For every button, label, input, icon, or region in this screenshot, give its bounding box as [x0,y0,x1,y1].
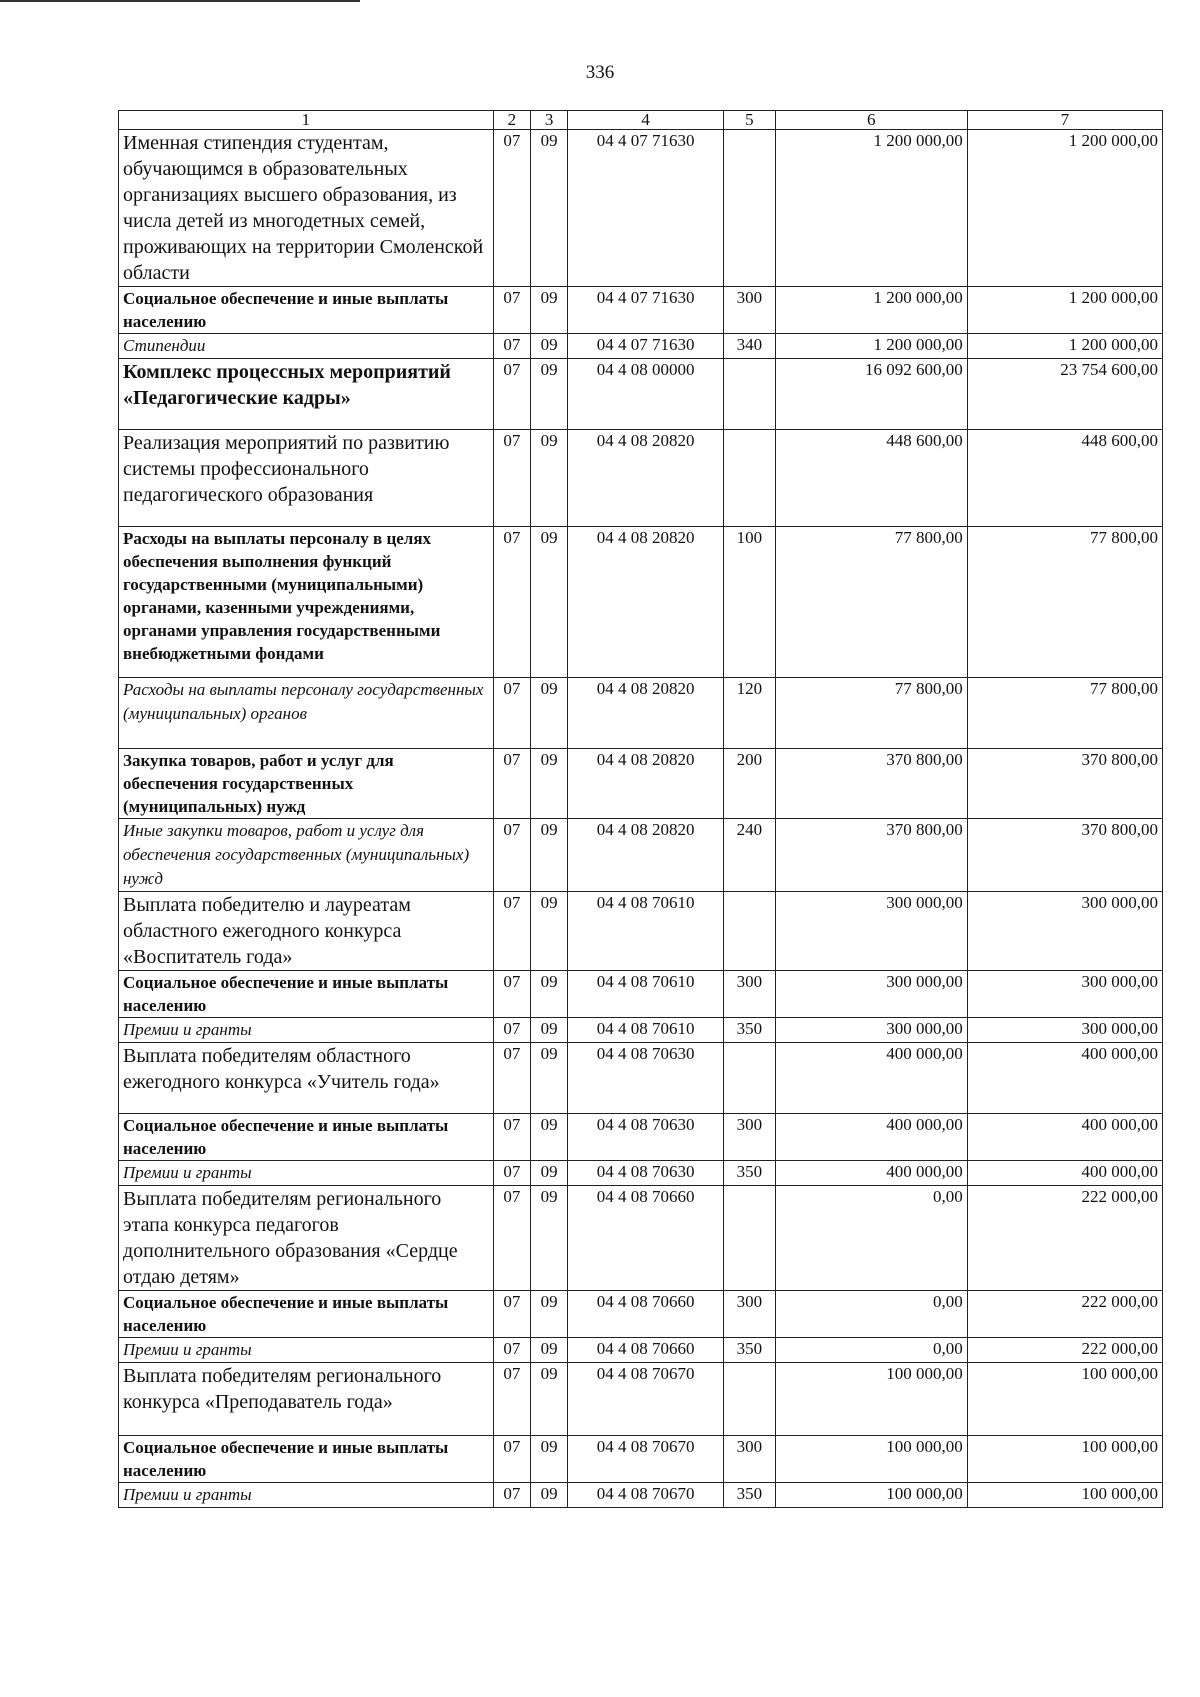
table-row [119,1018,1163,1043]
amount-year2-cell: 222 000,00 [967,1338,1162,1363]
section-code-cell: 07 [493,359,530,430]
row-name-cell: Социальное обеспечение и иные выплаты населению [119,971,494,1018]
row-name-cell: Социальное обеспечение и иные выплаты населению [119,287,494,334]
target-article-cell: 04 4 08 70660 [568,1338,724,1363]
amount-year2-cell: 222 000,00 [967,1186,1162,1291]
table-row [119,359,1163,430]
expense-type-cell: 300 [724,1291,776,1338]
amount-year2-cell: 77 800,00 [967,527,1162,678]
amount-year1-cell: 100 000,00 [775,1436,967,1483]
target-article-cell: 04 4 08 70610 [568,892,724,971]
table-row [119,130,1163,287]
table-row [119,1291,1163,1338]
subsection-code-cell: 09 [531,1186,568,1291]
expense-type-cell [724,1186,776,1291]
amount-year2-cell: 400 000,00 [967,1114,1162,1161]
target-article-cell: 04 4 08 70610 [568,1018,724,1043]
subsection-code-cell: 09 [531,971,568,1018]
subsection-code-cell: 09 [531,527,568,678]
section-code-cell: 07 [493,971,530,1018]
amount-year2-cell: 1 200 000,00 [967,287,1162,334]
expense-type-cell [724,1043,776,1114]
amount-year1-cell: 400 000,00 [775,1161,967,1186]
amount-year1-cell: 0,00 [775,1291,967,1338]
subsection-code-cell: 09 [531,1436,568,1483]
amount-year2-cell: 100 000,00 [967,1363,1162,1436]
target-article-cell: 04 4 07 71630 [568,287,724,334]
subsection-code-cell: 09 [531,1043,568,1114]
row-name-cell: Социальное обеспечение и иные выплаты населению [119,1114,494,1161]
section-code-cell: 07 [493,1291,530,1338]
section-code-cell: 07 [493,1436,530,1483]
amount-year1-cell: 400 000,00 [775,1043,967,1114]
amount-year1-cell: 77 800,00 [775,678,967,749]
subsection-code-cell: 09 [531,287,568,334]
row-name-cell: Выплата победителям регионального этапа конкурса педагогов дополнительного образования «Сердце отдаю детям» [119,1186,494,1291]
row-name-cell: Выплата победителям областного ежегодного конкурса «Учитель года» [119,1043,494,1114]
table-row [119,1363,1163,1436]
row-name-cell: Премии и гранты [119,1483,494,1508]
subsection-code-cell: 09 [531,1338,568,1363]
row-name-cell: Расходы на выплаты персоналу в целях обеспечения выполнения функций государственными (муниципальными) органами, казенными учреждениями, органами управления государственными внебюджетными фондами [119,527,494,678]
target-article-cell: 04 4 08 70630 [568,1161,724,1186]
target-article-cell: 04 4 08 20820 [568,678,724,749]
amount-year1-cell: 1 200 000,00 [775,334,967,359]
expense-type-cell: 350 [724,1338,776,1363]
amount-year2-cell: 370 800,00 [967,819,1162,892]
table-row [119,1483,1163,1508]
expense-type-cell [724,430,776,527]
section-code-cell: 07 [493,1114,530,1161]
subsection-code-cell: 09 [531,819,568,892]
target-article-cell: 04 4 08 70660 [568,1291,724,1338]
subsection-code-cell: 09 [531,430,568,527]
table-row [119,1043,1163,1114]
amount-year1-cell: 1 200 000,00 [775,130,967,287]
expense-type-cell: 300 [724,287,776,334]
expense-type-cell: 200 [724,749,776,819]
table-row [119,819,1163,892]
amount-year2-cell: 100 000,00 [967,1483,1162,1508]
section-code-cell: 07 [493,1483,530,1508]
row-name-cell: Реализация мероприятий по развитию системы профессионального педагогического образования [119,430,494,527]
table-row [119,430,1163,527]
scan-edge-mark [0,0,360,2]
column-number: 7 [967,111,1162,130]
table-row [119,1161,1163,1186]
amount-year2-cell: 77 800,00 [967,678,1162,749]
column-number: 6 [775,111,967,130]
column-number: 1 [119,111,494,130]
budget-table [118,110,1163,1508]
amount-year2-cell: 300 000,00 [967,971,1162,1018]
amount-year2-cell: 300 000,00 [967,892,1162,971]
expense-type-cell [724,130,776,287]
expense-type-cell: 240 [724,819,776,892]
amount-year2-cell: 222 000,00 [967,1291,1162,1338]
section-code-cell: 07 [493,892,530,971]
section-code-cell: 07 [493,287,530,334]
table-row [119,287,1163,334]
section-code-cell: 07 [493,1161,530,1186]
amount-year1-cell: 100 000,00 [775,1483,967,1508]
amount-year1-cell: 0,00 [775,1338,967,1363]
amount-year2-cell: 400 000,00 [967,1043,1162,1114]
section-code-cell: 07 [493,430,530,527]
target-article-cell: 04 4 08 70670 [568,1483,724,1508]
target-article-cell: 04 4 08 70670 [568,1363,724,1436]
amount-year1-cell: 370 800,00 [775,749,967,819]
section-code-cell: 07 [493,819,530,892]
target-article-cell: 04 4 08 20820 [568,819,724,892]
row-name-cell: Премии и гранты [119,1161,494,1186]
expense-type-cell: 300 [724,1436,776,1483]
table-row [119,527,1163,678]
row-name-cell: Закупка товаров, работ и услуг для обеспечения государственных (муниципальных) нужд [119,749,494,819]
target-article-cell: 04 4 08 70630 [568,1043,724,1114]
section-code-cell: 07 [493,1043,530,1114]
amount-year2-cell: 1 200 000,00 [967,130,1162,287]
target-article-cell: 04 4 08 70610 [568,971,724,1018]
target-article-cell: 04 4 07 71630 [568,130,724,287]
amount-year1-cell: 1 200 000,00 [775,287,967,334]
row-name-cell: Премии и гранты [119,1018,494,1043]
expense-type-cell [724,359,776,430]
amount-year1-cell: 400 000,00 [775,1114,967,1161]
table-row [119,749,1163,819]
row-name-cell: Комплекс процессных мероприятий «Педагогические кадры» [119,359,494,430]
amount-year2-cell: 300 000,00 [967,1018,1162,1043]
row-name-cell: Социальное обеспечение и иные выплаты населению [119,1436,494,1483]
row-name-cell: Выплата победителю и лауреатам областного ежегодного конкурса «Воспитатель года» [119,892,494,971]
section-code-cell: 07 [493,749,530,819]
subsection-code-cell: 09 [531,892,568,971]
subsection-code-cell: 09 [531,1114,568,1161]
amount-year2-cell: 448 600,00 [967,430,1162,527]
target-article-cell: 04 4 08 70670 [568,1436,724,1483]
column-number: 3 [531,111,568,130]
amount-year2-cell: 23 754 600,00 [967,359,1162,430]
table-row [119,1186,1163,1291]
expense-type-cell: 340 [724,334,776,359]
subsection-code-cell: 09 [531,130,568,287]
table-row [119,334,1163,359]
subsection-code-cell: 09 [531,1363,568,1436]
expense-type-cell [724,1363,776,1436]
section-code-cell: 07 [493,130,530,287]
section-code-cell: 07 [493,1338,530,1363]
section-code-cell: 07 [493,334,530,359]
amount-year2-cell: 100 000,00 [967,1436,1162,1483]
amount-year1-cell: 77 800,00 [775,527,967,678]
amount-year1-cell: 370 800,00 [775,819,967,892]
expense-type-cell: 350 [724,1483,776,1508]
subsection-code-cell: 09 [531,1161,568,1186]
amount-year1-cell: 300 000,00 [775,892,967,971]
expense-type-cell: 100 [724,527,776,678]
target-article-cell: 04 4 08 70630 [568,1114,724,1161]
subsection-code-cell: 09 [531,1291,568,1338]
table-row [119,892,1163,971]
amount-year1-cell: 300 000,00 [775,1018,967,1043]
amount-year1-cell: 448 600,00 [775,430,967,527]
row-name-cell: Выплата победителям регионального конкурса «Преподаватель года» [119,1363,494,1436]
table-row [119,971,1163,1018]
subsection-code-cell: 09 [531,678,568,749]
amount-year2-cell: 370 800,00 [967,749,1162,819]
column-number: 5 [724,111,776,130]
row-name-cell: Стипендии [119,334,494,359]
expense-type-cell: 300 [724,971,776,1018]
target-article-cell: 04 4 08 20820 [568,527,724,678]
target-article-cell: 04 4 08 20820 [568,749,724,819]
target-article-cell: 04 4 08 70660 [568,1186,724,1291]
column-number-row [119,111,1163,130]
amount-year2-cell: 1 200 000,00 [967,334,1162,359]
amount-year1-cell: 0,00 [775,1186,967,1291]
section-code-cell: 07 [493,527,530,678]
expense-type-cell: 350 [724,1161,776,1186]
subsection-code-cell: 09 [531,359,568,430]
section-code-cell: 07 [493,1363,530,1436]
column-number: 2 [493,111,530,130]
target-article-cell: 04 4 08 00000 [568,359,724,430]
subsection-code-cell: 09 [531,1018,568,1043]
amount-year2-cell: 400 000,00 [967,1161,1162,1186]
row-name-cell: Социальное обеспечение и иные выплаты населению [119,1291,494,1338]
section-code-cell: 07 [493,678,530,749]
amount-year1-cell: 300 000,00 [775,971,967,1018]
column-number: 4 [568,111,724,130]
subsection-code-cell: 09 [531,1483,568,1508]
section-code-cell: 07 [493,1018,530,1043]
subsection-code-cell: 09 [531,749,568,819]
amount-year1-cell: 16 092 600,00 [775,359,967,430]
table-row [119,1338,1163,1363]
row-name-cell: Расходы на выплаты персоналу государственных (муниципальных) органов [119,678,494,749]
expense-type-cell [724,892,776,971]
row-name-cell: Иные закупки товаров, работ и услуг для обеспечения государственных (муниципальных) нужд [119,819,494,892]
subsection-code-cell: 09 [531,334,568,359]
section-code-cell: 07 [493,1186,530,1291]
table-row [119,1436,1163,1483]
expense-type-cell: 350 [724,1018,776,1043]
page-number: 336 [585,62,615,83]
table-body [119,130,1163,1508]
amount-year1-cell: 100 000,00 [775,1363,967,1436]
expense-type-cell: 120 [724,678,776,749]
expense-type-cell: 300 [724,1114,776,1161]
table-row [119,678,1163,749]
table-row [119,1114,1163,1161]
row-name-cell: Именная стипендия студентам, обучающимся в образовательных организациях высшего образования, из числа детей из многодетных семей, проживающих на территории Смоленской области [119,130,494,287]
row-name-cell: Премии и гранты [119,1338,494,1363]
target-article-cell: 04 4 08 20820 [568,430,724,527]
target-article-cell: 04 4 07 71630 [568,334,724,359]
